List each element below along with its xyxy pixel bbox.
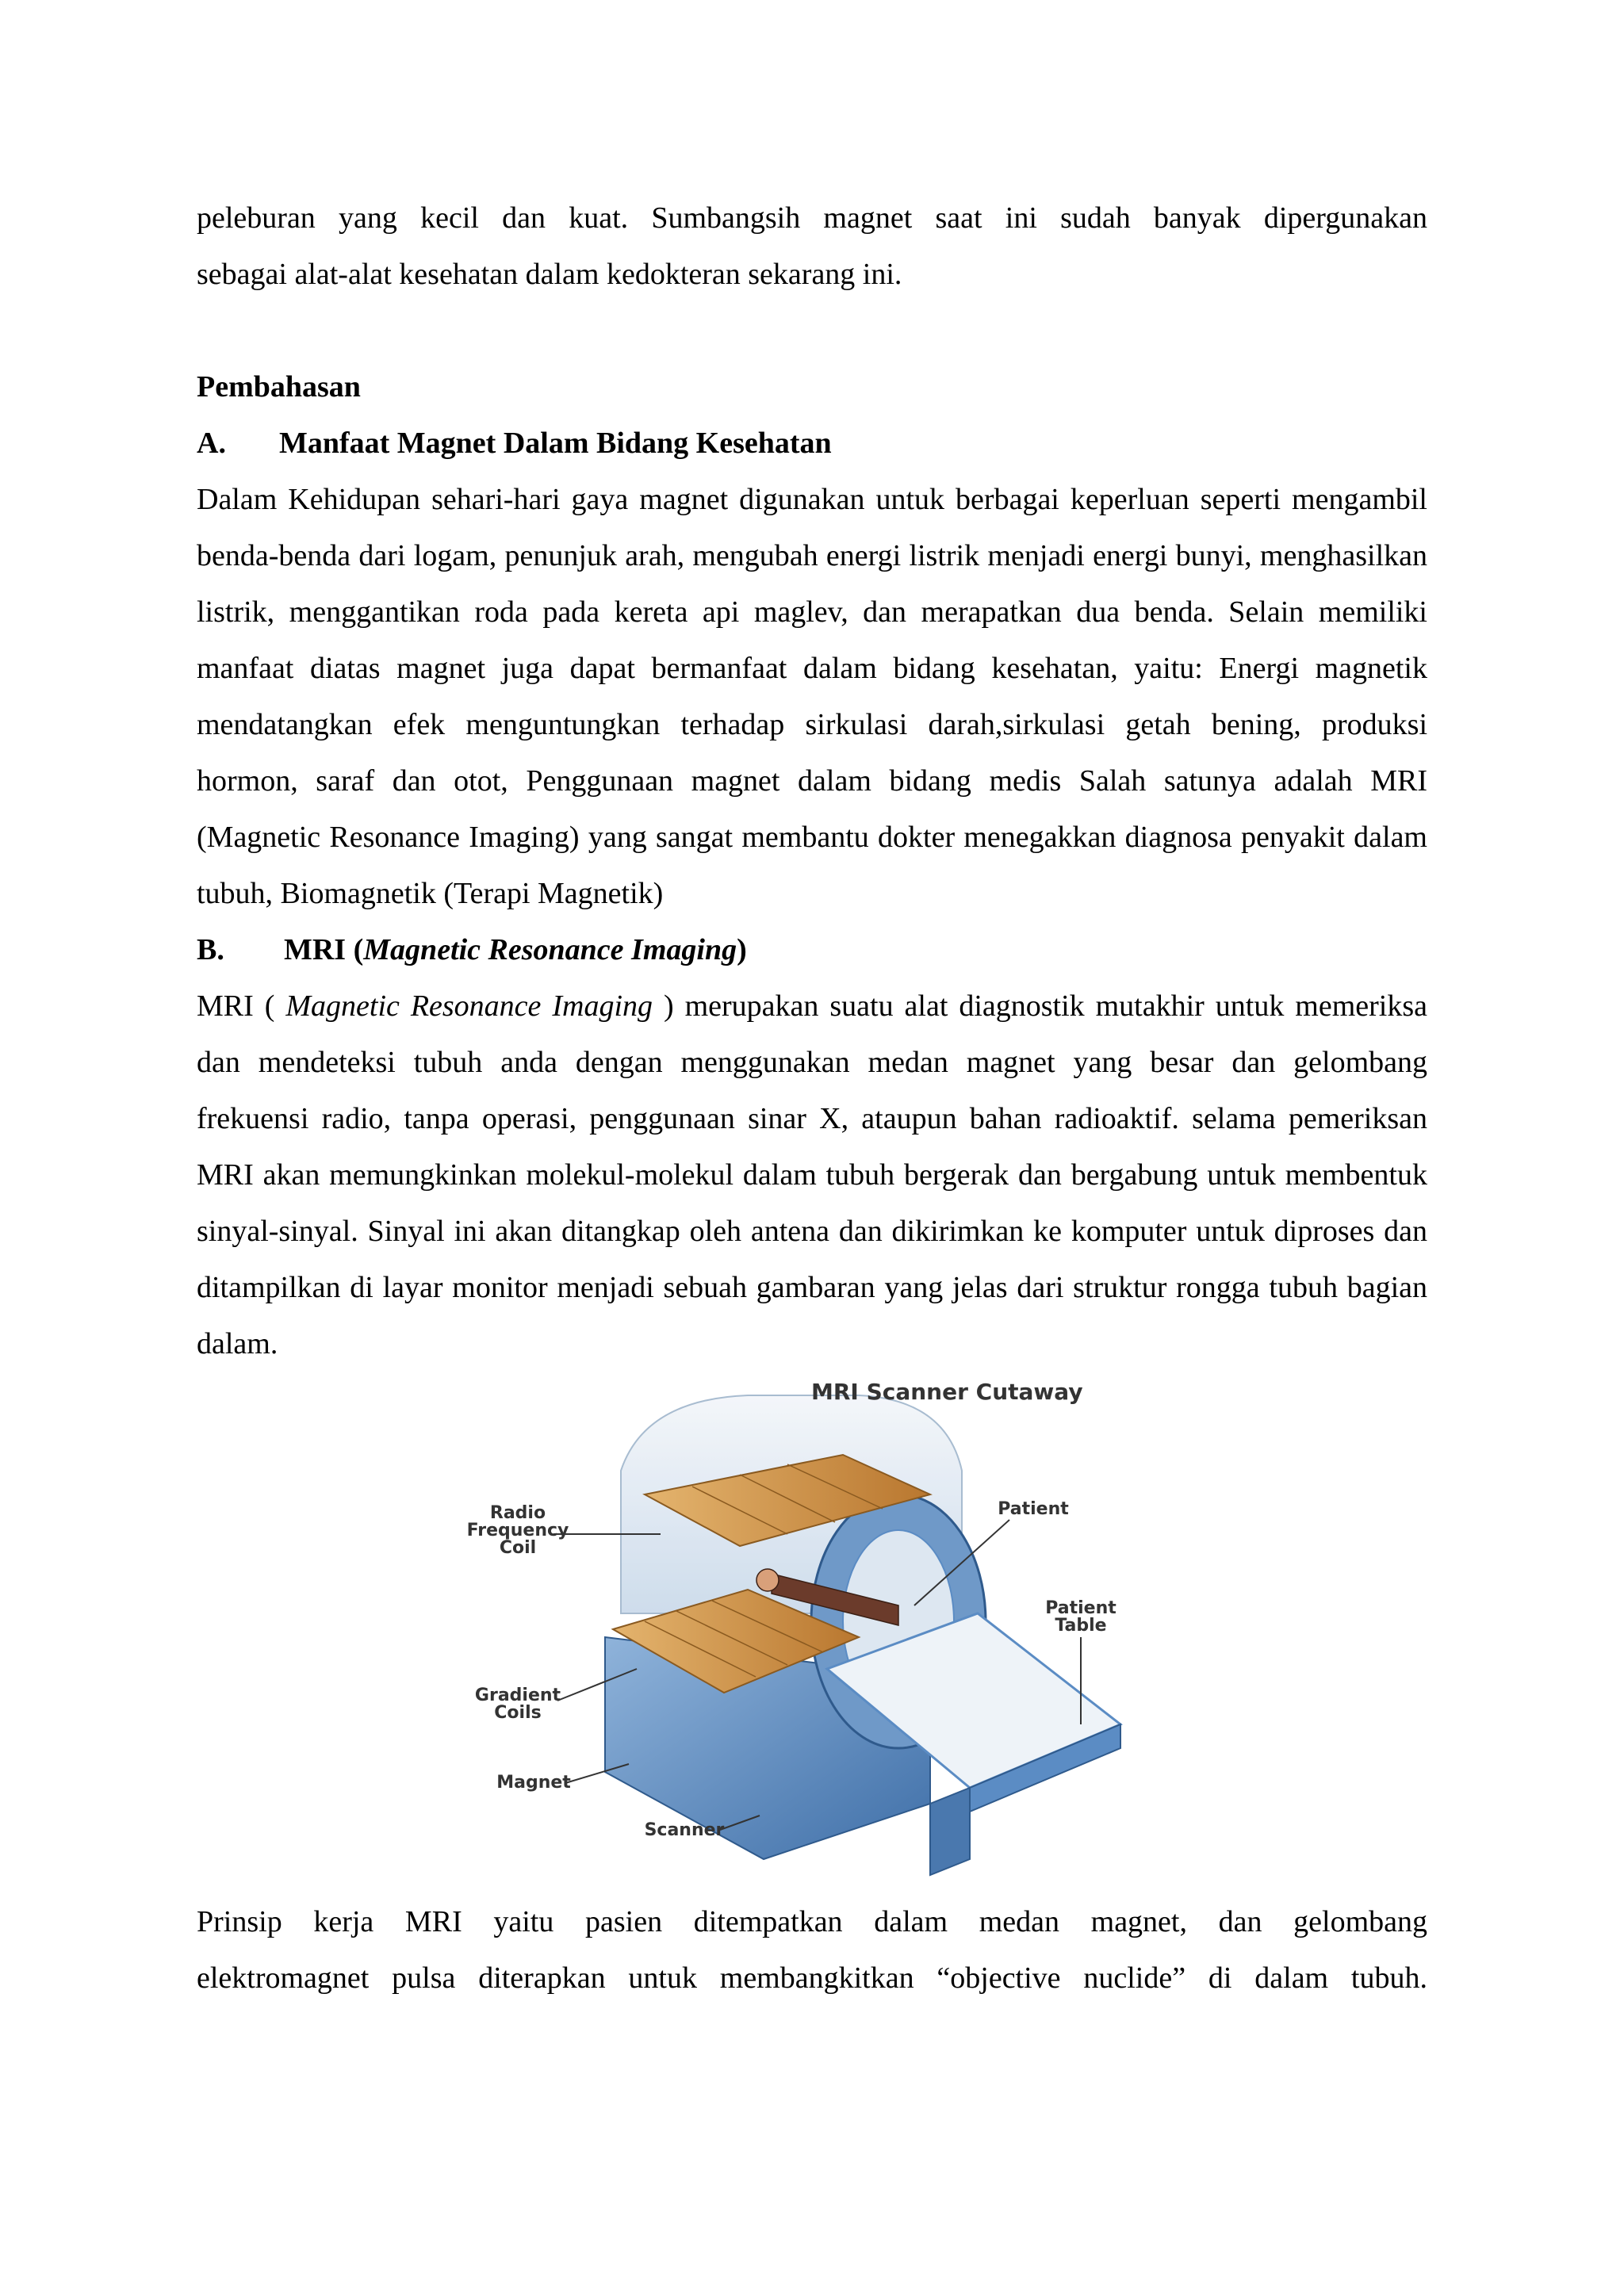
mri-figure	[197, 1376, 1427, 1883]
section-b-body	[197, 978, 1427, 1372]
section-a-heading	[197, 415, 1427, 472]
label-table-2: Table	[1055, 1616, 1107, 1636]
mri-scanner-illustration	[466, 1376, 1144, 1883]
label-rf-coil-1: Radio	[489, 1503, 546, 1523]
figure-title: MRI Scanner Cutaway	[811, 1379, 1083, 1405]
label-gradient-2: Coils	[494, 1703, 542, 1723]
section-b-body-rest: ) merupakan suatu alat diagnostik mutakhir untuk memeriksa dan mendeteksi tubuh anda dengan menggunakan medan magnet yang besar dan gelombang frekuensi radio, tanpa operasi, penggunaan sinar X, ataupun bahan radioaktif. selama pemeriksan MRI akan memungkinkan molekul-molekul dalam tubuh bergerak dan bergabung untuk membentuk sinyal-sinyal. Sinyal ini akan ditangkap oleh antena dan dikirimkan ke komputer untuk diproses dan ditampilkan di layar monitor menjadi sebuah gambaran yang jelas dari struktur rongga tubuh bagian dalam.	[197, 989, 1427, 1360]
section-b-heading	[197, 922, 1427, 978]
section-b-title-prefix: MRI (	[284, 933, 364, 966]
section-b-title	[284, 922, 747, 978]
section-b-number: B.	[197, 933, 224, 966]
label-magnet: Magnet	[496, 1773, 571, 1793]
label-patient: Patient	[998, 1499, 1069, 1519]
label-table-1: Patient	[1045, 1598, 1116, 1618]
section-b-title-italic: Magnetic Resonance Imaging	[363, 933, 737, 966]
closing-line-2: elektromagnet pulsa diterapkan untuk membangkitkan “objective nuclide” di dalam tubuh.	[197, 1961, 1427, 1995]
section-b-title-suffix: )	[737, 933, 747, 966]
label-gradient-1: Gradient	[474, 1686, 561, 1705]
patient-head	[756, 1569, 779, 1591]
label-rf-coil-2: Frequency	[466, 1521, 569, 1540]
section-title: Pembahasan	[197, 370, 361, 404]
section-a-body: Dalam Kehidupan sehari-hari gaya magnet digunakan untuk berbagai keperluan seperti mengambil benda-benda dari logam, penunjuk arah, mengubah energi listrik menjadi energi bunyi, menghasilkan listrik, menggantikan roda pada kereta api maglev, dan merapatkan dua benda. Selain memiliki manfaat diatas magnet juga dapat bermanfaat dalam bidang kesehatan, yaitu: Energi magnetik mendatangkan efek menguntungkan terhadap sirkulasi darah,sirkulasi getah bening, produksi hormon, saraf dan otot, Penggunaan magnet dalam bidang medis Salah satunya adalah MRI (Magnetic Resonance Imaging) yang sangat membantu dokter menegakkan diagnosa penyakit dalam tubuh, Biomagnetik (Terapi Magnetik)	[197, 483, 1427, 910]
section-a-title: Manfaat Magnet Dalam Bidang Kesehatan	[279, 427, 832, 460]
section-b-body-prefix: MRI (	[197, 989, 286, 1023]
label-rf-coil-3: Coil	[499, 1538, 537, 1558]
section-a-number: A.	[197, 427, 226, 460]
intro-line-1: peleburan yang kecil dan kuat. Sumbangsih magnet saat ini sudah banyak dipergunakan	[197, 201, 1427, 235]
section-b-body-italic: Magnetic Resonance Imaging	[285, 989, 653, 1023]
label-scanner: Scanner	[644, 1820, 725, 1840]
spacer	[197, 303, 1427, 359]
closing-line-1: Prinsip kerja MRI yaitu pasien ditempatkan dalam medan magnet, dan gelombang	[197, 1905, 1427, 1938]
intro-line-2: sebagai alat-alat kesehatan dalam kedokteran sekarang ini.	[197, 258, 902, 291]
document-page	[197, 190, 1427, 2007]
